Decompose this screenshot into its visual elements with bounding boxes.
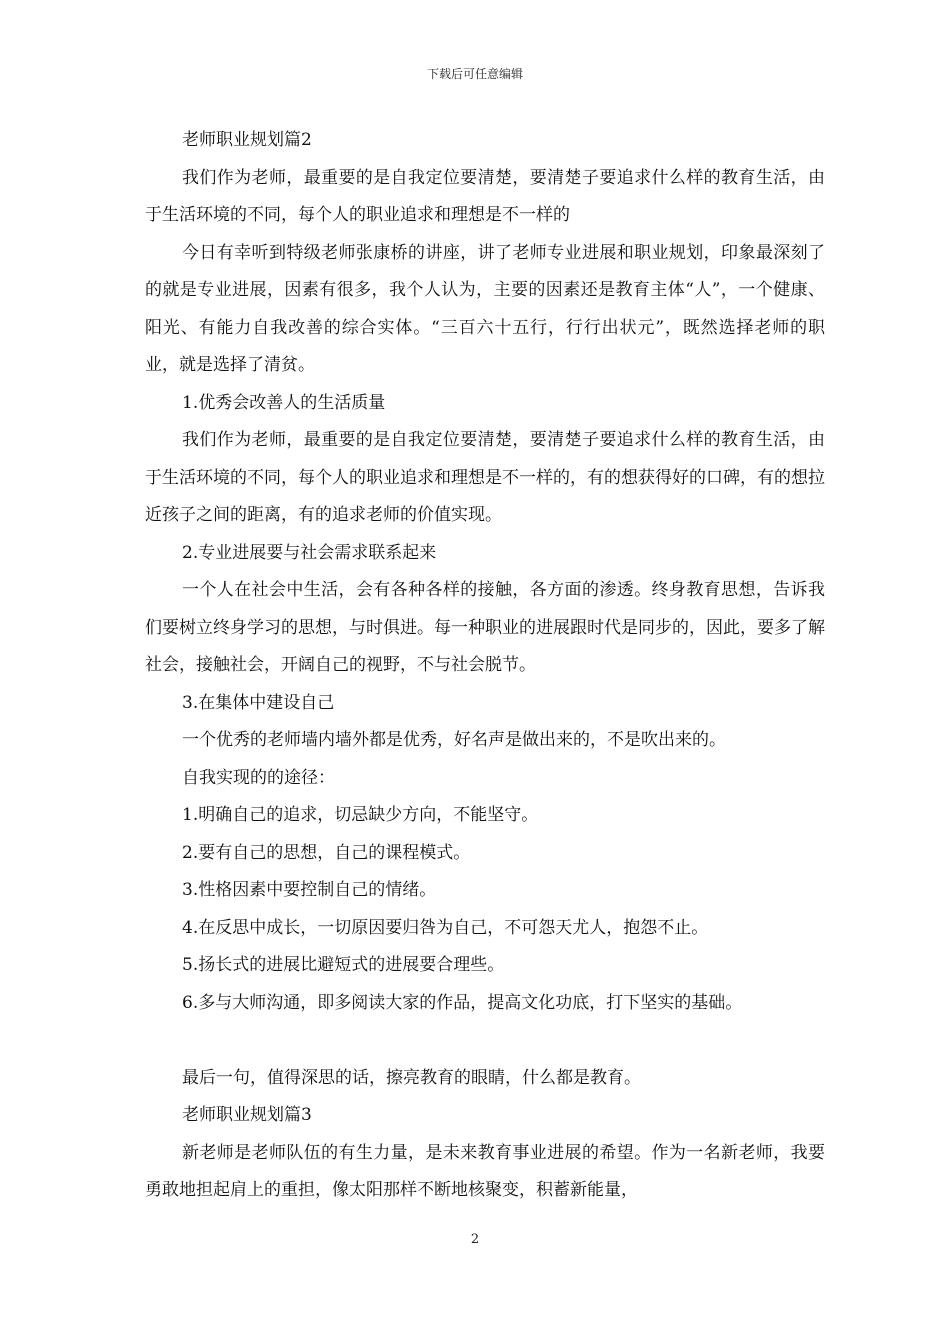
list-heading: 2.专业进展要与社会需求联系起来	[182, 542, 437, 563]
paragraph: 一个人在社会中生活，会有各种各样的接触，各方面的渗透。终身教育思想，告诉我们要树立终身学习的思想，与时俱进。每一种职业的进展跟时代是同步的，因此，要多了解社会，接触社会，开阔自己的视野，不与社会脱节。	[145, 580, 825, 675]
list-heading: 3.在集体中建设自己	[182, 692, 335, 713]
blank-line	[145, 1022, 825, 1060]
paragraph: 一个优秀的老师墙内墙外都是优秀，好名声是做出来的，不是吹出来的。	[182, 730, 726, 750]
list-item: 6.多与大师沟通，即多阅读大家的作品，提高文化功底，打下坚实的基础。	[182, 992, 743, 1013]
list-item: 3.性格因素中要控制自己的情绪。	[182, 880, 437, 900]
paragraph: 我们作为老师，最重要的是自我定位要清楚，要清楚子要追求什么样的教育生活，由于生活环境的不同，每个人的职业追求和理想是不一样的，有的想获得好的口碑，有的想拉近孩子之间的距离，有的追求老师的价值实现。	[145, 430, 825, 525]
list-item: 5.扬长式的进展比避短式的进展要合理些。	[182, 955, 505, 975]
section-title: 老师职业规划篇2	[182, 130, 312, 150]
document-body	[145, 122, 825, 1210]
paragraph: 新老师是老师队伍的有生力量，是未来教育事业进展的希望。作为一名新老师，我要勇敢地担起肩上的重担，像太阳那样不断地核聚变，积蓄新能量，	[145, 1142, 825, 1200]
paragraph: 最后一句，值得深思的话，擦亮教育的眼睛，什么都是教育。	[182, 1067, 641, 1088]
page-header: 下载后可任意编辑	[426, 67, 523, 81]
list-item: 2.要有自己的思想，自己的课程模式。	[182, 842, 471, 863]
list-item: 1.明确自己的追求，切忌缺少方向，不能坚守。	[182, 805, 539, 825]
paragraph: 自我实现的的途径：	[182, 767, 335, 788]
section-title: 老师职业规划篇3	[182, 1105, 312, 1125]
list-item: 4.在反思中成长，一切原因要归咎为自己，不可怨天尤人，抱怨不止。	[182, 917, 709, 938]
list-heading: 1.优秀会改善人的生活质量	[182, 392, 386, 413]
page-number: 2	[470, 1232, 480, 1247]
paragraph: 我们作为老师，最重要的是自我定位要清楚，要清楚子要追求什么样的教育生活，由于生活环境的不同，每个人的职业追求和理想是不一样的	[145, 167, 825, 225]
paragraph: 今日有幸听到特级老师张康桥的讲座，讲了老师专业进展和职业规划，印象最深刻了的就是专业进展，因素有很多，我个人认为，主要的因素还是教育主体“人”，一个健康、阳光、有能力自我改善的综合实体。“三百六十五行，行行出状元”，既然选择老师的职业，就是选择了清贫。	[145, 242, 825, 375]
